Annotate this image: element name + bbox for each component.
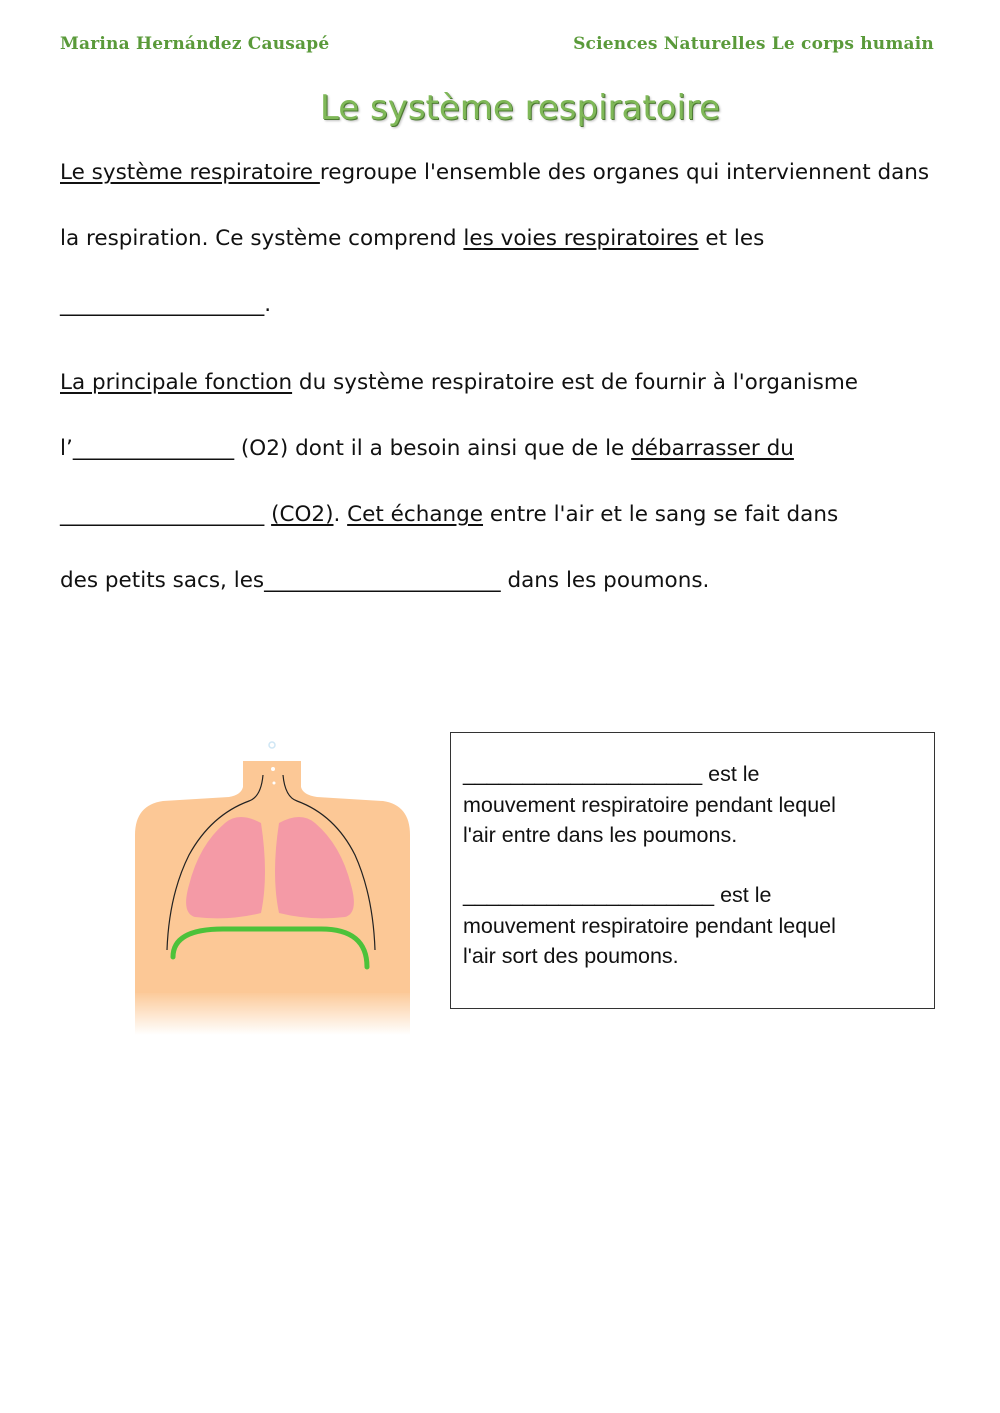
- expiration-line3: l'air sort des poumons.: [463, 944, 679, 968]
- expiration-line2: mouvement respiratoire pendant lequel: [463, 913, 836, 938]
- term-principale-fonction: La principale fonction: [60, 370, 293, 395]
- paragraph1-line2: [60, 226, 764, 251]
- inspiration-line3: l'air entre dans les poumons.: [463, 823, 738, 847]
- blank-poumons[interactable]: ___________________: [60, 292, 265, 317]
- separator: .: [333, 502, 348, 527]
- expiration-item: [463, 880, 836, 972]
- paragraph2-line1: [60, 370, 858, 395]
- paragraph2-line2: [60, 436, 794, 461]
- term-debarrasser: débarrasser du: [631, 436, 794, 461]
- inspiration-line2: mouvement respiratoire pendant lequel: [463, 792, 836, 817]
- paragraph2-line2-text: (O2) dont il a besoin ainsi que de le: [234, 436, 632, 461]
- paragraph2-line2-start: l’: [60, 436, 73, 461]
- blank-alveoles[interactable]: ______________________: [264, 568, 501, 593]
- bubble: [273, 782, 276, 785]
- blank-dioxyde-carbone[interactable]: ___________________: [60, 502, 265, 527]
- inspiration-item: [463, 759, 836, 851]
- paragraph2-line4-text: des petits sacs, les: [60, 568, 265, 593]
- header-subject: Sciences Naturelles Le corps humain: [573, 34, 934, 54]
- inspiration-suffix: est le: [702, 762, 760, 786]
- paragraph1-line2-end: et les: [698, 226, 765, 251]
- paragraph2-line3-text: entre l'air et le sang se fait dans: [483, 502, 839, 527]
- paragraph2-line4-end: dans les poumons.: [500, 568, 710, 593]
- term-systeme-respiratoire: Le système respiratoire: [60, 160, 320, 185]
- expiration-suffix: est le: [714, 883, 772, 907]
- header-author: Marina Hernández Causapé: [60, 34, 330, 54]
- term-voies-respiratoires: les voies respiratoires: [463, 226, 699, 251]
- blank-expiration[interactable]: _____________________: [463, 883, 715, 907]
- page-title: Le système respiratoire: [319, 88, 721, 128]
- term-co2: (CO2): [271, 502, 334, 527]
- torso-fade: [135, 991, 410, 1035]
- paragraph1-line3: [60, 292, 271, 317]
- bubble: [269, 742, 275, 748]
- paragraph1-line2-text: la respiration. Ce système comprend: [60, 226, 464, 251]
- paragraph1-line1: [60, 160, 929, 185]
- term-cet-echange: Cet échange: [347, 502, 484, 527]
- paragraph1-line1-text: regroupe l'ensemble des organes qui interviennent dans: [319, 160, 930, 185]
- bubble: [271, 767, 275, 771]
- paragraph2-line4: [60, 568, 709, 593]
- paragraph2-line1-text: du système respiratoire est de fournir à l'organisme: [292, 370, 859, 395]
- period: .: [264, 292, 272, 317]
- blank-oxygene[interactable]: _______________: [72, 436, 235, 461]
- paragraph2-line3: [60, 502, 838, 527]
- torso-lungs-illustration: [133, 735, 413, 1035]
- breathing-movements-box: [450, 732, 935, 1009]
- blank-inspiration[interactable]: ____________________: [463, 762, 703, 786]
